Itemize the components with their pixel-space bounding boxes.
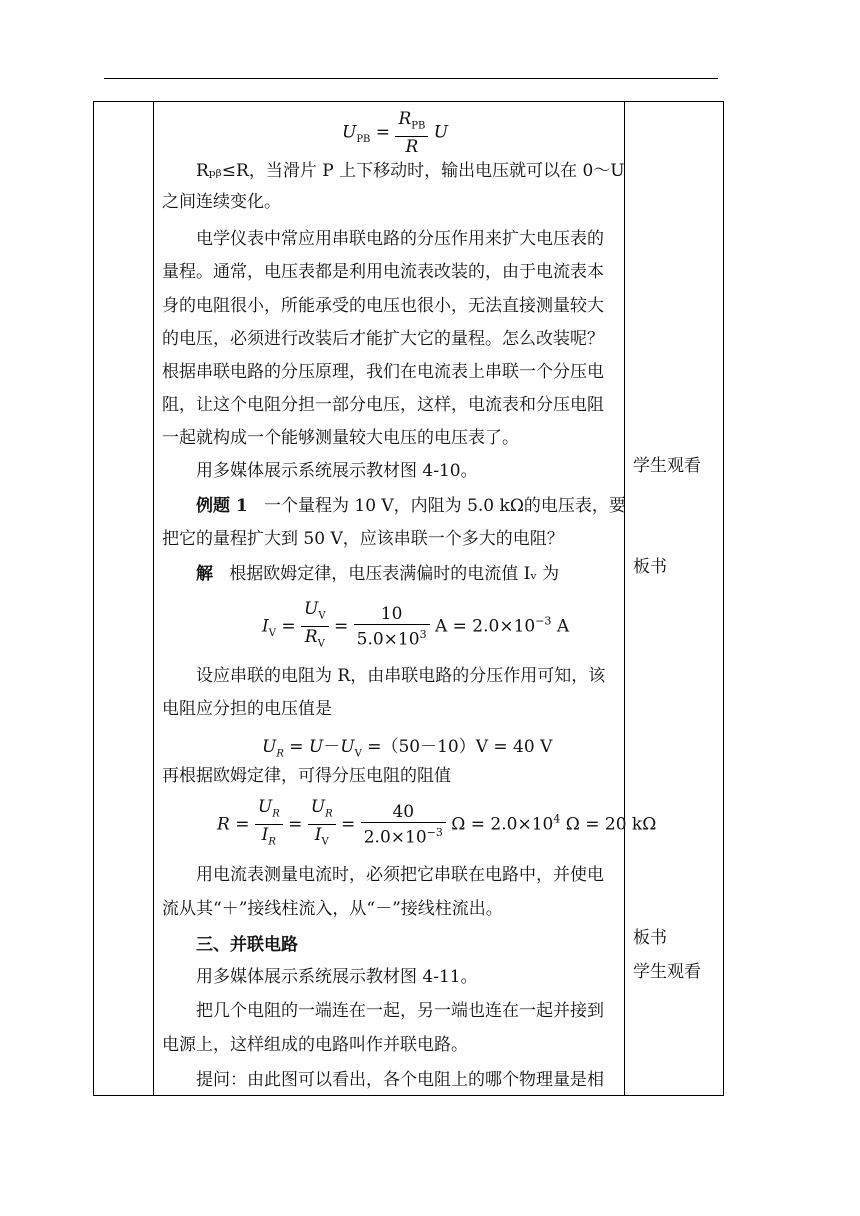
example-line xyxy=(196,495,626,517)
header-rule xyxy=(104,78,718,79)
equation-r: R = $\frac{U_R}{I_R}$ = $\frac{U_R}{I_V}$ = $\frac{40}{2.0\times 10^{-3}}$ $\Omega = 2.0\times 10^4$ Ω = 20 kΩ xyxy=(217,797,657,848)
example-text: 一个量程为 10 V，内阻为 5.0 kΩ的电压表，要 xyxy=(263,496,626,516)
text-line: 量程。通常，电压表都是利用电流表改装的，由于电流表本 xyxy=(162,262,604,282)
side-note: 学生观看 xyxy=(633,962,701,982)
text-line: 流从其“＋”接线柱流入，从“－”接线柱流出。 xyxy=(162,899,503,919)
text-line: 设应串联的电阻为 R，由串联电路的分压作用可知，该 xyxy=(196,666,606,686)
text-line: 把几个电阻的一端连在一起，另一端也连在一起并接到 xyxy=(196,1001,604,1021)
solution-label: 解 xyxy=(196,564,213,584)
text-line: 电学仪表中常应用串联电路的分压作用来扩大电压表的 xyxy=(196,229,604,249)
text-line: Rₚᵦ≤R，当滑片 P 上下移动时，输出电压就可以在 0～U xyxy=(196,161,625,181)
equation-upb: $U_{PB}$ = $\frac{R_{PB}}{R}$ U xyxy=(342,109,449,158)
column-divider-right xyxy=(624,102,625,1095)
solution-line xyxy=(196,563,559,585)
text-line: 的电压，必须进行改装后才能扩大它的量程。怎么改装呢？ xyxy=(162,329,604,349)
example-label: 例题 1 xyxy=(196,496,248,516)
text-line: 电阻应分担的电压值是 xyxy=(162,699,332,719)
text-line: 根据串联电路的分压原理，我们在电流表上串联一个分压电 xyxy=(162,362,604,382)
text-line: 提问：由此图可以看出，各个电阻上的哪个物理量是相 xyxy=(196,1070,604,1090)
section-heading: 三、并联电路 xyxy=(196,935,298,955)
text-line: 把它的量程扩大到 50 V，应该串联一个多大的电阻？ xyxy=(162,529,564,549)
text-line: 一起就构成一个能够测量较大电压的电压表了。 xyxy=(162,428,519,448)
side-note: 板书 xyxy=(633,928,667,948)
text-line: 身的电阻很小，所能承受的电压也很小，无法直接测量较大 xyxy=(162,296,604,316)
solution-text: 根据欧姆定律，电压表满偏时的电流值 Iᵥ 为 xyxy=(229,564,560,584)
text-line: 阻，让这个电阻分担一部分电压，这样，电流表和分压电阻 xyxy=(162,395,604,415)
side-note: 板书 xyxy=(633,557,667,577)
text-line: 用电流表测量电流时，必须把它串联在电路中，并使电 xyxy=(196,865,604,885)
side-note: 学生观看 xyxy=(633,456,701,476)
text-line: 用多媒体展示系统展示教材图 4-10。 xyxy=(196,461,478,481)
equation-iv: $I_V$ = $\frac{U_V}{R_V}$ = $\frac{10}{5.0\times 10^3}$ $A = 2.0\times 10^{-3}$ A xyxy=(262,599,570,650)
text-line: 再根据欧姆定律，可得分压电阻的阻值 xyxy=(162,766,451,786)
equation-ur: $U_R = U-U_V =(50-10)V = 40$ V xyxy=(262,737,553,760)
text-line: 电源上，这样组成的电路叫作并联电路。 xyxy=(162,1035,468,1055)
column-divider-left xyxy=(153,102,154,1095)
text-line: 之间连续变化。 xyxy=(162,192,281,212)
text-line: 用多媒体展示系统展示教材图 4-11。 xyxy=(196,967,478,987)
